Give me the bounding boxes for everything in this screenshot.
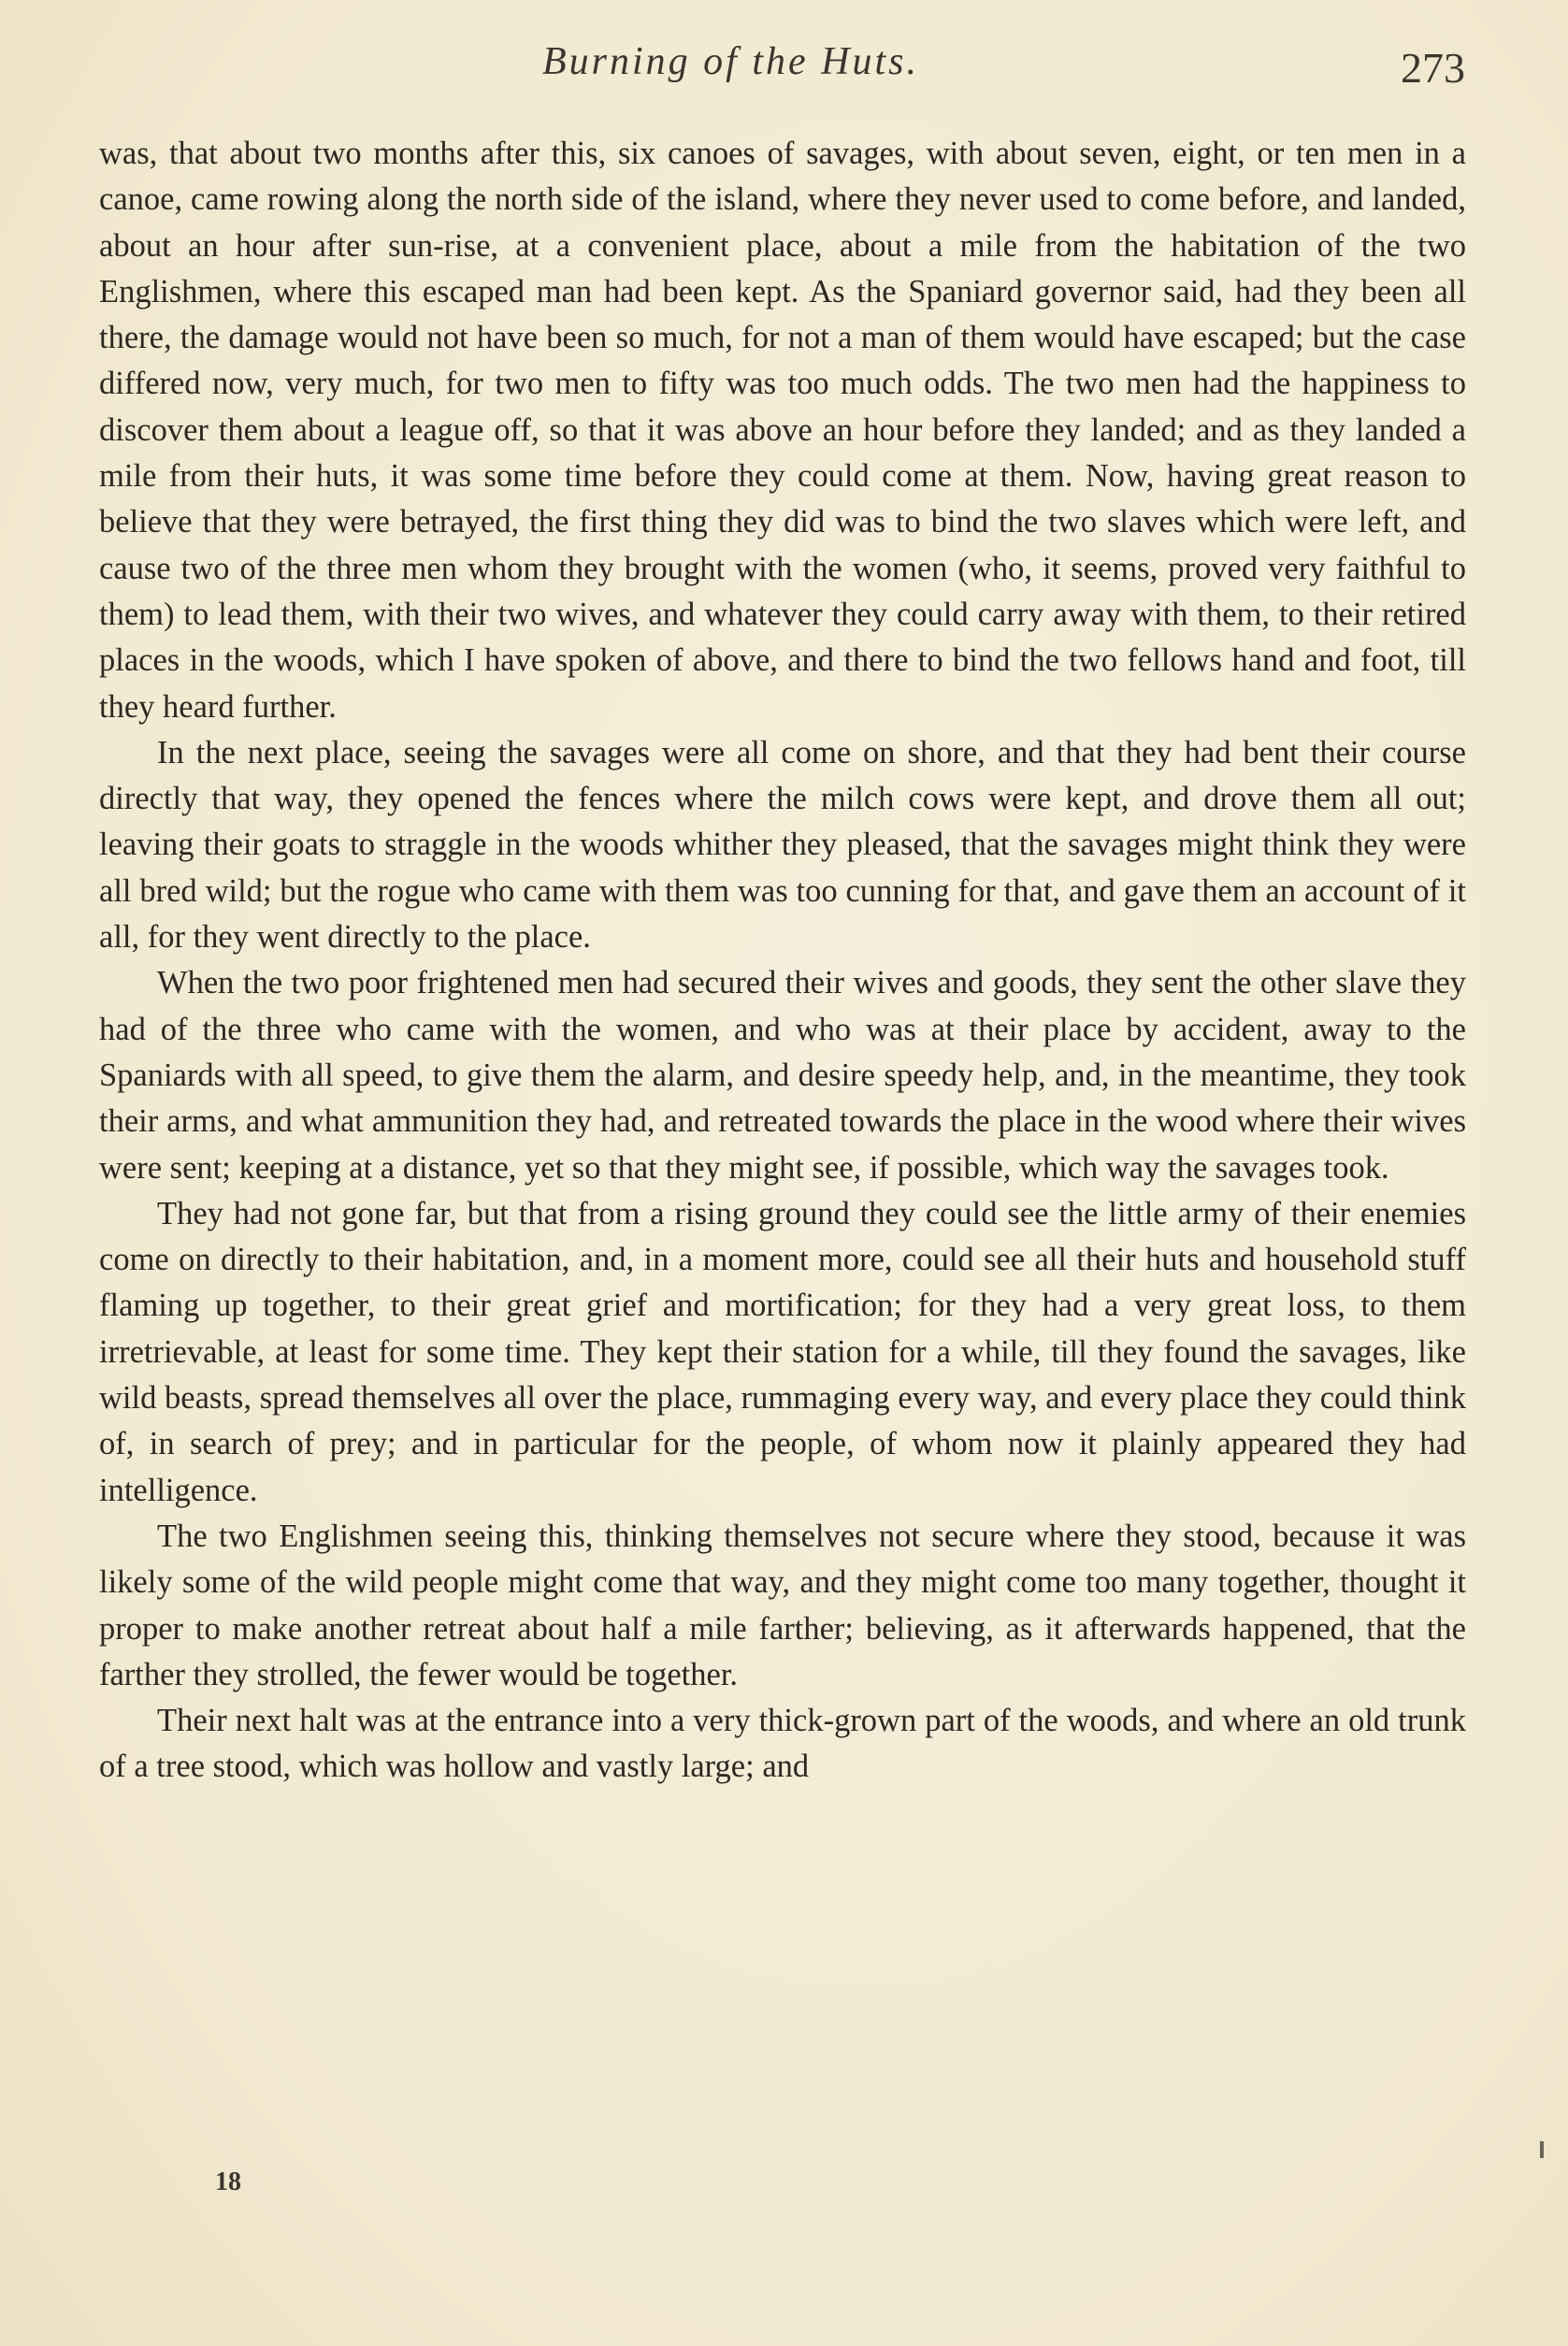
paragraph: was, that about two months after this, six canoes of savages, with about seven, eight, or ten men in a canoe, came rowing along the north side of the island, where they never used to come before, and landed, about an hour after sun-rise, at a convenient place, about a mile from the habitation of the two Englishmen, where this escaped man had been kept. As the Spaniard governor said, had they been all there, the damage would not have been so much, for not a man of them would have escaped; but the case differed now, very much, for two men to fifty was too much odds. The two men had the happiness to discover them about a league off, so that it was above an hour before they landed; and as they landed a mile from their huts, it was some time before they could come at them. Now, having great reason to believe that they were betrayed, the first thing they did was to bind the two slaves which were left, and cause two of the three men whom they brought with the women (who, it seems, proved very faithful to them) to lead them, with their two wives, and whatever they could carry away with them, to their retired places in the woods, which I have spoken of above, and there to bind the two fellows hand and foot, till they heard further.: [99, 136, 1466, 725]
page-number: 273: [1401, 44, 1465, 92]
paragraph: In the next place, seeing the savages were all come on shore, and that they had bent their course directly that way, they opened the fences where the milch cows were kept, and drove them all out; leaving their goats to straggle in the woods whither they pleased, that the savages might think they were all bred wild; but the rogue who came with them was too cunning for that, and gave them an account of it all, for they went directly to the place.: [99, 734, 1466, 956]
paragraph: When the two poor frightened men had secured their wives and goods, they sent the other slave they had of the three who came with the women, and who was at their place by accident, away to the Spaniards with all speed, to give them the alarm, and desire speedy help, and, in the meantime, they took their arms, and what ammunition they had, and retreated towards the place in the wood where their wives were sent; keeping at a distance, yet so that they might see, if possible, which way the savages took.: [99, 965, 1466, 1186]
paragraph: They had not gone far, but that from a rising ground they could see the little army of their enemies come on directly to their habitation, and, in a moment more, could see all their huts and household stuff flaming up together, to their great grief and mortification; for they had a very great loss, to them irretrievable, at least for some time. They kept their station for a while, till they found the savages, like wild beasts, spread themselves all over the place, rummaging every way, and every place they could think of, in search of prey; and in particular for the people, of whom now it plainly appeared they had intelligence.: [99, 1195, 1466, 1508]
body-text: [99, 131, 1466, 1791]
running-title: Burning of the Huts.: [542, 40, 919, 83]
edge-mark: [1540, 2141, 1544, 2158]
paragraph: The two Englishmen seeing this, thinking themselves not secure where they stood, because it was likely some of the wild people might come that way, and they might come too many together, thought it proper to make another retreat about half a mile farther; believing, as it afterwards happened, that the farther they strolled, the fewer would be together.: [99, 1518, 1466, 1692]
paragraph: Their next halt was at the entrance into a very thick-grown part of the woods, and where an old trunk of a tree stood, which was hollow and vastly large; and: [99, 1703, 1466, 1785]
page-header: [94, 39, 1474, 105]
signature-mark: 18: [215, 2167, 241, 2196]
